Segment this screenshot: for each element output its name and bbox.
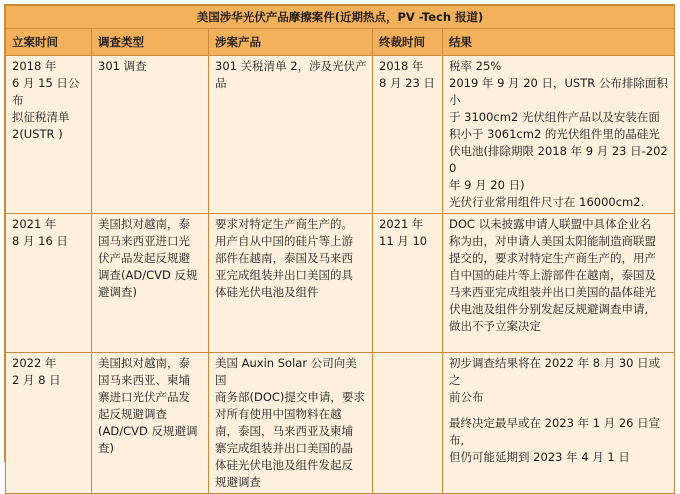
header-investigation-type: 调查类型 (92, 29, 209, 56)
cell-text-line: 年 9 月 20 日) (449, 178, 525, 192)
cell-final-date (373, 214, 443, 353)
header-products: 涉案产品 (209, 29, 373, 56)
cell-text-line: 体硅光伏电池及组件 (215, 285, 319, 299)
cell-text-line: 2022 年 (12, 356, 57, 370)
header-filing-date: 立案时间 (6, 29, 92, 56)
cell-text-line: 国马来西亚进口光 (98, 234, 190, 248)
cell-text-line: 用产自从中国的硅片等上游 (215, 234, 353, 248)
header-final-date: 终裁时间 (373, 29, 443, 56)
cell-text-line: 体硅光伏电池及组件发起反 (215, 458, 353, 472)
cell-products (209, 353, 373, 494)
cell-text-line: 但仍可能延期到 2023 年 4 月 1 日 (449, 450, 630, 464)
cell-filing-date (6, 353, 92, 494)
cell-text-line: 前公布 (449, 390, 484, 404)
cell-result (443, 214, 675, 353)
cell-text-line: 伏电池及组件分别发起反规避调查申请, (449, 302, 649, 316)
cell-text-line: 南，泰国，马来西亚及柬埔 (215, 424, 353, 438)
cell-text-line: 光伏行业常用组件尺寸在 16000cm2. (449, 195, 645, 209)
cell-text-line: 要求对特定生产商生产的。 (215, 217, 353, 231)
cell-text-line: 积小于 3061cm2 的光伏组件里的晶硅光 (449, 127, 660, 141)
cell-text-line: 美国 Auxin Solar 公司向美国 (215, 356, 357, 387)
cell-text-line: 美国拟对越南，泰 (98, 356, 190, 370)
cell-text-line: 最终决定最早或在 2023 年 1 月 26 日宣布, (449, 416, 661, 447)
cell-text-line: 查) (98, 441, 114, 455)
cell-text-line: 美国拟对越南，泰 (98, 217, 190, 231)
cell-text-line: 起反规避调查 (98, 407, 167, 421)
cell-final-date (373, 353, 443, 494)
cell-filing-date (6, 214, 92, 353)
header-result: 结果 (443, 29, 675, 56)
table-title: 美国涉华光伏产品摩擦案件(近期热点，PV -Tech 报道) (6, 6, 675, 29)
cell-text-line: 伏产品发起反规避 (98, 251, 190, 265)
cell-text-line: 规避调查 (215, 475, 261, 489)
table-row (6, 56, 675, 214)
cell-text-line: 11 月 10 (379, 234, 428, 248)
cell-text-line: 避调查) (98, 285, 137, 299)
cell-text-line: 2 月 8 日 (12, 373, 61, 387)
cell-text-line: 商务部(DOC)提交申请，要求 (215, 390, 365, 404)
cell-text-line (449, 406, 669, 415)
cell-investigation-type (92, 353, 209, 494)
cell-text-line: 税率 25% (449, 59, 502, 73)
cell-text-line: 亚完成组装并出口美国的具 (215, 268, 353, 282)
cell-text-line: 提交的，要求对特定生产商生产的，用产 (449, 251, 656, 265)
cell-text-line: 6 月 15 日公布 (12, 76, 80, 107)
cell-text-line: 初步调查结果将在 2022 年 8 月 30 日或之 (449, 356, 661, 387)
cell-text-line: 国马来西亚、柬埔 (98, 373, 190, 387)
cell-text-line: 做出不予立案决定 (449, 319, 541, 333)
cell-text-line: 8 月 23 日 (379, 76, 435, 90)
cell-text-line: 马来西亚完成组装并出口美国的晶体硅光 (449, 285, 656, 299)
cell-text-line: 2019 年 9 月 20 日，USTR 公布排除面积小 (449, 76, 668, 107)
cell-final-date (373, 56, 443, 214)
cell-text-line: 对所有使用中国物料在越 (215, 407, 342, 421)
cell-investigation-type (92, 56, 209, 214)
cell-result (443, 353, 675, 494)
cell-text-line: 调查(AD/CVD 反规 (98, 268, 198, 282)
cell-text-line: (AD/CVD 反规避调 (98, 424, 198, 438)
cell-text-line: 寨进口光伏产品发 (98, 390, 190, 404)
table-row (6, 353, 675, 494)
table-frame (4, 4, 675, 489)
cell-text-line: 301 关税清单 2，涉及光伏产 (215, 59, 367, 73)
cell-text-line: 部件在越南，泰国及马来西 (215, 251, 353, 265)
cell-result (443, 56, 675, 214)
cell-text-line: 2018 年 (379, 59, 424, 73)
cell-products (209, 56, 373, 214)
cell-text-line: 2(USTR ) (12, 127, 63, 141)
pv-trade-cases-table (5, 5, 675, 494)
cell-text-line: 寨完成组装并出口美国的晶 (215, 441, 353, 455)
cell-text-line: 于 3100cm2 光伏组件产品以及安装在面 (449, 110, 660, 124)
cell-filing-date (6, 56, 92, 214)
cell-text-line: 301 调查 (98, 59, 147, 73)
cell-text-line: 自中国的硅片等上游部件在越南，泰国及 (449, 268, 656, 282)
cell-text-line: 品 (215, 76, 227, 90)
cell-text-line: 2021 年 (379, 217, 424, 231)
cell-products (209, 214, 373, 353)
cell-text-line: 2018 年 (12, 59, 57, 73)
cell-text-line: DOC 以未披露申请人联盟中具体企业名 (449, 217, 652, 231)
cell-text-line: 称为由，对申请人美国太阳能制造商联盟 (449, 234, 656, 248)
cell-text-line: 拟征税清单 (12, 110, 70, 124)
cell-text-line: 伏电池(排除期限 2018 年 9 月 23 日-2020 (449, 144, 668, 175)
cell-investigation-type (92, 214, 209, 353)
cell-text-line: 8 月 16 日 (12, 234, 68, 248)
table-row (6, 214, 675, 353)
cell-text-line: 2021 年 (12, 217, 57, 231)
